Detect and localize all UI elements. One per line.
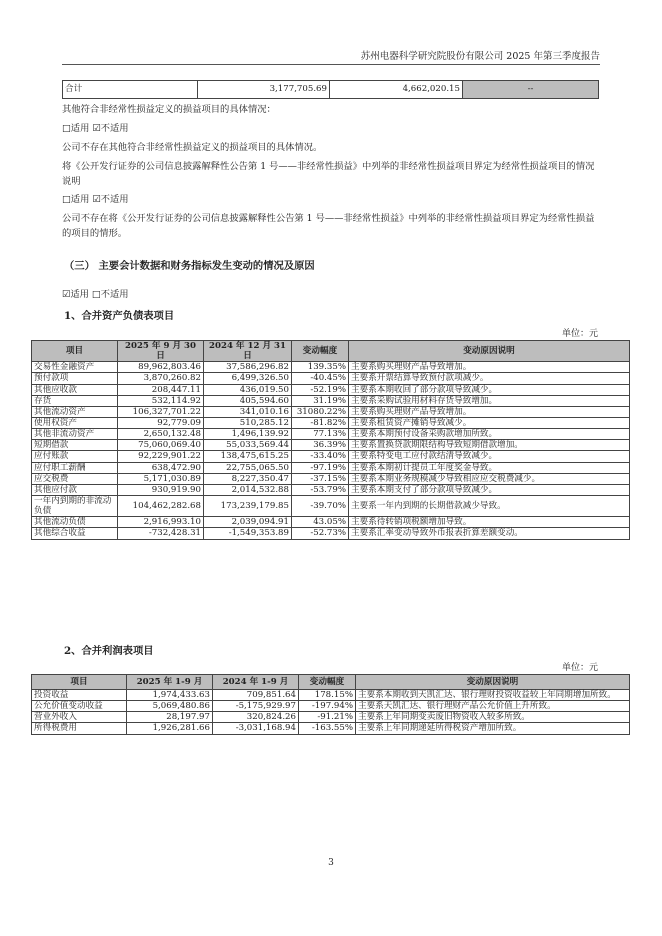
cell-change: -53.79% <box>292 484 349 495</box>
cell-period1: 2,650,132.48 <box>118 429 204 440</box>
table-row <box>32 528 630 539</box>
table-row <box>32 690 630 701</box>
cell-change: 178.15% <box>299 690 356 701</box>
table-row <box>32 384 630 395</box>
cell-item: 应交税费 <box>32 473 118 484</box>
cell-change: 43.05% <box>292 517 349 528</box>
table-header-row <box>32 675 630 690</box>
table-row <box>32 723 630 734</box>
cell-reason: 主要系特变电工应付款结清导致减少。 <box>349 451 630 462</box>
cell-period1: 1,974,433.63 <box>127 690 213 701</box>
applicable-flag-1: □适用 ☑不适用 <box>62 123 129 134</box>
cell-reason: 主要系购买理财产品导致增加。 <box>349 362 630 373</box>
cell-period2: -3,031,168.94 <box>213 723 299 734</box>
cell-period2: 1,496,139.92 <box>204 429 292 440</box>
income-statement-heading: 2、合并利润表项目 <box>64 645 154 657</box>
col-header-reason: 变动原因说明 <box>349 341 630 362</box>
cell-period1: 208,447.11 <box>118 384 204 395</box>
cell-period2: 436,019.50 <box>204 384 292 395</box>
total-label: 合计 <box>63 81 198 99</box>
cell-period2: 138,475,615.25 <box>204 451 292 462</box>
cell-reason: 主要系本期业务规模减少导致相应应交税费减少。 <box>349 473 630 484</box>
table-row <box>32 712 630 723</box>
col-header-period2: 2024 年 12 月 31 日 <box>204 341 292 362</box>
col-header-item: 项目 <box>32 675 127 690</box>
cell-period2: -5,175,929.97 <box>213 701 299 712</box>
cell-change: 139.35% <box>292 362 349 373</box>
table-row <box>32 440 630 451</box>
cell-reason: 主要系汇率变动导致外币报表折算差额变动。 <box>349 528 630 539</box>
table-header-row <box>32 341 630 362</box>
cell-item: 短期借款 <box>32 440 118 451</box>
col-header-reason: 变动原因说明 <box>356 675 630 690</box>
unit-label: 单位：元 <box>561 329 598 339</box>
cell-reason: 主要系一年内到期的长期借款减少导致。 <box>349 495 630 516</box>
cell-item: 其他应收款 <box>32 384 118 395</box>
table-row <box>32 484 630 495</box>
cell-change: -52.19% <box>292 384 349 395</box>
col-header-period1: 2025 年 9 月 30 日 <box>118 341 204 362</box>
cell-item: 预付款项 <box>32 373 118 384</box>
cell-period1: 89,962,803.46 <box>118 362 204 373</box>
para-no-reclass: 公司不存在将《公开发行证券的公司信息披露解释性公告第 1 号——非经常性损益》中列举的非经常性损益项目界定为经常性损益的项目的情形。 <box>62 213 595 239</box>
cell-change: -37.15% <box>292 473 349 484</box>
cell-reason: 主要系本期初计提员工年度奖金导致。 <box>349 462 630 473</box>
header-divider <box>62 64 600 65</box>
col-header-change: 变动幅度 <box>299 675 356 690</box>
cell-change: 31080.22% <box>292 406 349 417</box>
applicable-flag-2: □适用 ☑不适用 <box>62 194 129 205</box>
cell-period2: 8,227,350.47 <box>204 473 292 484</box>
cell-reason: 主要系待转销项税额增加导致。 <box>349 517 630 528</box>
table-row <box>32 417 630 428</box>
cell-period1: 104,462,282.68 <box>118 495 204 516</box>
cell-change: -91.21% <box>299 712 356 723</box>
table-row <box>32 395 630 406</box>
unit-label-2: 单位：元 <box>561 663 598 673</box>
cell-period1: 75,060,069.40 <box>118 440 204 451</box>
income-statement-table <box>31 674 630 735</box>
cell-period1: 930,919.90 <box>118 484 204 495</box>
table-row <box>32 429 630 440</box>
cell-period2: 405,594.60 <box>204 395 292 406</box>
cell-change: 77.13% <box>292 429 349 440</box>
cell-period2: -1,549,353.89 <box>204 528 292 539</box>
cell-reason: 主要系购买理财产品导致增加。 <box>349 406 630 417</box>
cell-item: 其他流动资产 <box>32 406 118 417</box>
total-value3: -- <box>463 81 599 99</box>
table-row <box>32 406 630 417</box>
cell-period2: 510,285.12 <box>204 417 292 428</box>
cell-period1: 2,916,993.10 <box>118 517 204 528</box>
total-value1: 3,177,705.69 <box>198 81 330 99</box>
total-table <box>62 80 599 99</box>
table-row <box>32 517 630 528</box>
cell-period2: 341,010.16 <box>204 406 292 417</box>
cell-item: 使用权资产 <box>32 417 118 428</box>
section-heading: （三） 主要会计数据和财务指标发生变动的情况及原因 <box>64 260 315 272</box>
cell-item: 所得税费用 <box>32 723 127 734</box>
cell-item: 其他应付款 <box>32 484 118 495</box>
cell-period1: 92,229,901.22 <box>118 451 204 462</box>
cell-change: 31.19% <box>292 395 349 406</box>
para-other-items: 其他符合非经常性损益定义的损益项目的具体情况： <box>62 104 276 115</box>
cell-change: -97.19% <box>292 462 349 473</box>
cell-item: 投资收益 <box>32 690 127 701</box>
cell-item: 应付账款 <box>32 451 118 462</box>
cell-change: -52.73% <box>292 528 349 539</box>
cell-period2: 55,033,569.44 <box>204 440 292 451</box>
cell-reason: 主要系本期预付设备采购款增加所致。 <box>349 429 630 440</box>
applicable-flag-3: ☑适用 □不适用 <box>62 289 129 300</box>
balance-sheet-table <box>31 340 630 540</box>
cell-reason: 主要系天凯汇达、银行理财产品公允价值上升所致。 <box>356 701 630 712</box>
cell-change: -197.94% <box>299 701 356 712</box>
cell-change: -33.40% <box>292 451 349 462</box>
table-row <box>32 462 630 473</box>
cell-period2: 22,755,065.50 <box>204 462 292 473</box>
cell-period2: 320,824.26 <box>213 712 299 723</box>
cell-period1: 5,171,030.89 <box>118 473 204 484</box>
table-row <box>32 495 630 516</box>
cell-item: 其他综合收益 <box>32 528 118 539</box>
col-header-period2: 2024 年 1-9 月 <box>213 675 299 690</box>
cell-reason: 主要系租赁资产摊销导致减少。 <box>349 417 630 428</box>
cell-period1: 638,472.90 <box>118 462 204 473</box>
cell-period2: 709,851.64 <box>213 690 299 701</box>
cell-item: 其他非流动资产 <box>32 429 118 440</box>
cell-period2: 37,586,296.82 <box>204 362 292 373</box>
table-row <box>32 473 630 484</box>
table-row <box>32 362 630 373</box>
cell-reason: 主要系本期支付了部分款项导致减少。 <box>349 484 630 495</box>
para-no-other-items: 公司不存在其他符合非经常性损益定义的损益项目的具体情况。 <box>62 142 323 153</box>
cell-item: 存货 <box>32 395 118 406</box>
cell-period1: 1,926,281.66 <box>127 723 213 734</box>
table-row <box>32 701 630 712</box>
cell-item: 其他流动负债 <box>32 517 118 528</box>
balance-sheet-heading: 1、合并资产负债表项目 <box>64 310 175 322</box>
page-number: 3 <box>328 858 334 868</box>
col-header-item: 项目 <box>32 341 118 362</box>
cell-item: 交易性金融资产 <box>32 362 118 373</box>
cell-period2: 2,014,532.88 <box>204 484 292 495</box>
cell-period1: 28,197.97 <box>127 712 213 723</box>
cell-period1: 3,870,260.82 <box>118 373 204 384</box>
cell-item: 一年内到期的非流动负债 <box>32 495 118 516</box>
col-header-change: 变动幅度 <box>292 341 349 362</box>
cell-reason: 主要系采购试验用材料存货导致增加。 <box>349 395 630 406</box>
cell-reason: 主要系本期收到天凯汇达、银行理财投资收益较上年同期增加所致。 <box>356 690 630 701</box>
table-row <box>32 373 630 384</box>
cell-period1: 106,327,701.22 <box>118 406 204 417</box>
cell-reason: 主要系上年同期变卖废旧物资收入较多所致。 <box>356 712 630 723</box>
cell-period2: 2,039,094.91 <box>204 517 292 528</box>
cell-change: -163.55% <box>299 723 356 734</box>
cell-period2: 173,239,179.85 <box>204 495 292 516</box>
cell-reason: 主要系上年同期递延所得税资产增加所致。 <box>356 723 630 734</box>
cell-reason: 主要系置换贷款期限结构导致短期借款增加。 <box>349 440 630 451</box>
table-row <box>63 81 599 99</box>
total-value2: 4,662,020.15 <box>330 81 463 99</box>
report-header: 苏州电器科学研究院股份有限公司 2025 年第三季度报告 <box>360 51 600 62</box>
cell-item: 公允价值变动收益 <box>32 701 127 712</box>
cell-change: 36.39% <box>292 440 349 451</box>
cell-item: 应付职工薪酬 <box>32 462 118 473</box>
cell-change: -39.70% <box>292 495 349 516</box>
cell-period2: 6,499,326.50 <box>204 373 292 384</box>
table-row <box>32 451 630 462</box>
cell-item: 营业外收入 <box>32 712 127 723</box>
cell-period1: 92,779.09 <box>118 417 204 428</box>
cell-reason: 主要系本期收回了部分款项导致减少。 <box>349 384 630 395</box>
cell-change: -40.45% <box>292 373 349 384</box>
cell-reason: 主要系开票结算导致预付款项减少。 <box>349 373 630 384</box>
cell-period1: 532,114.92 <box>118 395 204 406</box>
col-header-period1: 2025 年 1-9 月 <box>127 675 213 690</box>
cell-change: -81.82% <box>292 417 349 428</box>
cell-period1: 5,069,480.86 <box>127 701 213 712</box>
cell-period1: -732,428.31 <box>118 528 204 539</box>
para-reclass-desc: 将《公开发行证券的公司信息披露解释性公告第 1 号——非经常性损益》中列举的非经常性损益项目界定为经常性损益项目的情况说明 <box>62 161 595 187</box>
